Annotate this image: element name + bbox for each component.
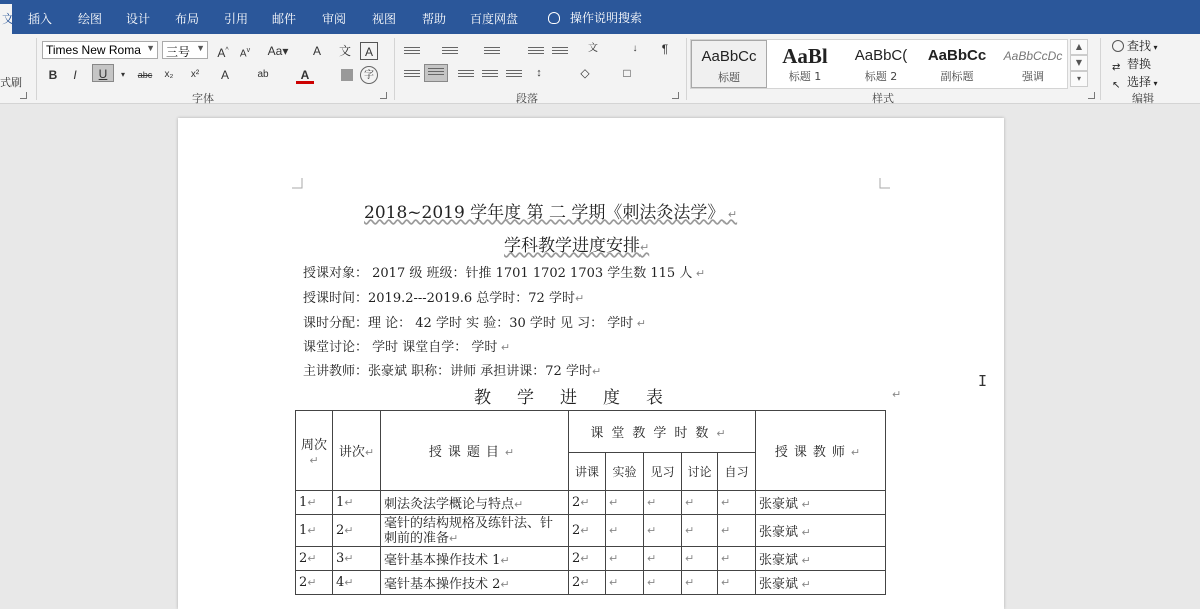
- chevron-down-icon: ▼: [196, 43, 205, 53]
- clipboard-launcher-icon[interactable]: [20, 92, 27, 99]
- cell-empty[interactable]: ↵: [718, 547, 756, 571]
- document-subtitle[interactable]: [504, 231, 649, 256]
- document-title-text: 2018~2019 学年度 第 二 学期《刺法灸法学》: [364, 203, 725, 223]
- borders-icon[interactable]: □: [623, 66, 631, 80]
- cell-empty[interactable]: ↵: [644, 515, 682, 547]
- cell-week[interactable]: 1↵: [296, 491, 333, 515]
- cell-text: 毫针基本操作技术 1: [384, 553, 501, 568]
- tab-mailings[interactable]: 邮件: [272, 12, 297, 26]
- info-line-text: 课时分配：理 论： 42 学时 实 验：30 学时 见 习： 学时: [303, 316, 634, 331]
- tell-me-label: 操作说明搜索: [570, 11, 643, 25]
- style-name: 标题 2: [864, 70, 898, 83]
- show-marks-icon[interactable]: ¶: [661, 42, 669, 56]
- header-topic[interactable]: [381, 411, 569, 491]
- gallery-up-icon[interactable]: ▲: [1070, 39, 1088, 55]
- find-label: 查找: [1127, 39, 1152, 53]
- margin-mark-top-right: [880, 178, 890, 188]
- cell-empty[interactable]: ↵: [682, 571, 718, 595]
- cell-hours[interactable]: 2↵: [569, 515, 606, 547]
- cell-topic[interactable]: 毫针基本操作技术 1↵: [381, 547, 569, 571]
- cell-text: 1: [299, 523, 308, 538]
- cell-empty[interactable]: ↵: [718, 515, 756, 547]
- info-line-hours[interactable]: [303, 312, 646, 331]
- table-row: [296, 547, 886, 571]
- replace-label: 替换: [1127, 57, 1152, 71]
- styles-group-label: 样式: [872, 92, 894, 105]
- align-right-icon[interactable]: [458, 68, 474, 80]
- style-name: 副标题: [940, 70, 974, 83]
- style-name: 标题: [718, 71, 740, 84]
- cell-mark: ↵: [364, 446, 375, 459]
- header-teacher-text: 授课教师: [774, 445, 851, 460]
- table-row: [296, 491, 886, 515]
- paragraph-launcher-icon[interactable]: [672, 92, 679, 99]
- subheader-text: 讲课: [574, 465, 599, 479]
- tab-netdisk[interactable]: 百度网盘: [470, 12, 519, 26]
- cell-mark: ↵: [309, 453, 319, 467]
- paragraph-mark: ↵: [497, 341, 511, 354]
- tab-insert[interactable]: 插入: [28, 12, 53, 26]
- select-label: 选择: [1127, 75, 1152, 89]
- subheader-text: 讨论: [687, 465, 712, 479]
- paragraph-mark: ↵: [692, 267, 706, 280]
- tell-me-search[interactable]: [548, 9, 642, 26]
- bold-button[interactable]: B: [48, 68, 58, 82]
- cell-empty[interactable]: ↵: [682, 547, 718, 571]
- cell-text: 毫针的结构规格及练针法、针刺前的准备: [384, 515, 554, 546]
- underline-dropdown-icon[interactable]: ▾: [120, 70, 125, 79]
- cell-lecture[interactable]: 3↵: [333, 547, 381, 571]
- cell-text: 2: [299, 575, 308, 590]
- subheader-text: 实验: [612, 465, 637, 479]
- table-row: [296, 515, 886, 547]
- subheader-lab[interactable]: [606, 453, 644, 491]
- sort-icon[interactable]: ↓: [632, 43, 638, 54]
- info-line-time[interactable]: [303, 287, 584, 306]
- cell-text: 2: [572, 575, 581, 590]
- highlight-color-icon[interactable]: ab: [257, 69, 269, 80]
- info-line-text: 授课时间：2019.2---2019.6 总学时：72 学时: [303, 291, 575, 306]
- grow-font-icon[interactable]: A^: [217, 46, 229, 60]
- change-case-icon[interactable]: Aa▾: [267, 44, 289, 58]
- gallery-down-icon[interactable]: ▼: [1070, 55, 1088, 71]
- subscript-button[interactable]: x₂: [164, 69, 174, 80]
- cell-text: 2: [336, 523, 345, 538]
- shrink-font-icon[interactable]: $A^v$: [239, 47, 251, 60]
- chevron-down-icon: ▼: [146, 43, 155, 53]
- header-week-text: 周次: [300, 437, 327, 453]
- cell-text: 张豪斌: [759, 497, 799, 512]
- document-title[interactable]: [364, 198, 737, 223]
- cell-text: 张豪斌: [759, 553, 799, 568]
- replace-icon: ⇄: [1112, 62, 1121, 73]
- header-topic-text: 授课题目: [428, 445, 505, 460]
- group-separator: [1100, 38, 1101, 100]
- header-lecture-text: 讲次: [338, 445, 365, 460]
- shading-icon[interactable]: ◇: [580, 66, 590, 80]
- cell-lecture[interactable]: 1↵: [333, 491, 381, 515]
- header-week[interactable]: [296, 411, 333, 491]
- cell-text: 刺法灸法学概论与特点: [384, 497, 515, 512]
- cell-text: 1: [336, 495, 345, 510]
- cell-hours[interactable]: 2↵: [569, 491, 606, 515]
- text-cursor-icon: I: [978, 372, 988, 390]
- style-sample: AaBl: [782, 44, 828, 68]
- line-spacing-icon[interactable]: ↕: [536, 67, 542, 79]
- style-heading-2[interactable]: [843, 40, 919, 88]
- tab-draw[interactable]: 绘图: [78, 12, 103, 26]
- cell-text: 2: [299, 551, 308, 566]
- header-hours[interactable]: [569, 411, 756, 453]
- subheader-discussion[interactable]: [682, 453, 718, 491]
- cell-week[interactable]: 1↵: [296, 515, 333, 547]
- align-left-icon[interactable]: [404, 68, 420, 80]
- subheader-text: 自习: [724, 465, 749, 479]
- cell-text: 毫针基本操作技术 2: [384, 577, 501, 592]
- style-subtitle[interactable]: [919, 40, 995, 88]
- cell-empty[interactable]: ↵: [606, 491, 644, 515]
- cell-teacher[interactable]: 张豪斌 ↵: [756, 515, 886, 547]
- text-effects-icon[interactable]: A: [220, 68, 229, 82]
- schedule-table[interactable]: [295, 410, 886, 595]
- style-sample: AaBbCc: [701, 48, 757, 65]
- cell-empty[interactable]: ↵: [682, 515, 718, 547]
- info-line-text: 授课对象： 2017 级 班级：针推 1701 1702 1703 学生数 115 人: [303, 266, 693, 281]
- font-launcher-icon[interactable]: [380, 92, 387, 99]
- enclose-characters-icon[interactable]: 字: [360, 66, 378, 84]
- style-heading-1[interactable]: [767, 40, 843, 88]
- cell-text: 1: [299, 495, 308, 510]
- subheader-practice[interactable]: [644, 453, 682, 491]
- chinese-layout-icon[interactable]: 文: [588, 43, 598, 54]
- paragraph-group-label: 段落: [516, 92, 538, 105]
- paragraph-mark: ↵: [724, 208, 738, 221]
- ribbon-home: [0, 34, 1200, 104]
- select-button[interactable]: ↖ 选择 ▾: [1112, 75, 1158, 91]
- cell-empty[interactable]: ↵: [644, 491, 682, 515]
- font-name-box[interactable]: [42, 41, 158, 59]
- paragraph-mark: ↵: [574, 292, 585, 305]
- font-name-value: Times New Roma: [46, 43, 141, 57]
- cell-empty[interactable]: ↵: [718, 571, 756, 595]
- cell-text: 4: [336, 575, 345, 590]
- group-separator: [394, 38, 395, 100]
- group-separator: [686, 38, 687, 100]
- cell-empty[interactable]: ↵: [606, 515, 644, 547]
- margin-mark-top-left: [292, 178, 302, 188]
- align-center-icon: [428, 66, 444, 78]
- cell-hours[interactable]: 2↵: [569, 547, 606, 571]
- info-line-audience[interactable]: [303, 262, 705, 281]
- cell-text: 张豪斌: [759, 525, 799, 540]
- style-title[interactable]: [691, 40, 767, 88]
- paragraph-mark: ↵: [591, 365, 602, 378]
- table-title[interactable]: [474, 383, 689, 408]
- subheader-lecture[interactable]: [569, 453, 606, 491]
- document-subtitle-text: 学科教学进度安排: [504, 236, 640, 256]
- cell-hours[interactable]: 2↵: [569, 571, 606, 595]
- increase-indent-icon[interactable]: [552, 45, 568, 57]
- tab-review[interactable]: 审阅: [322, 12, 347, 26]
- cell-teacher[interactable]: 张豪斌 ↵: [756, 547, 886, 571]
- phonetic-guide-icon[interactable]: 文: [338, 44, 351, 58]
- character-shading-icon[interactable]: [341, 69, 353, 81]
- info-line-teacher[interactable]: [303, 360, 601, 379]
- style-name: 强调: [1022, 70, 1044, 83]
- ribbon-tab-bar: [0, 0, 1200, 34]
- format-painter-label[interactable]: 式刷: [0, 76, 22, 89]
- clear-format-icon[interactable]: A: [312, 44, 321, 58]
- header-lecture[interactable]: [333, 411, 381, 491]
- style-name: 标题 1: [788, 70, 822, 83]
- search-icon: [1112, 40, 1124, 52]
- header-teacher[interactable]: [756, 411, 886, 491]
- bullets-icon[interactable]: [404, 45, 420, 57]
- info-line-text: 主讲教师：张豪斌 职称：讲师 承担讲课：72 学时: [303, 364, 592, 379]
- decrease-indent-icon[interactable]: [528, 45, 544, 57]
- cell-week[interactable]: 2↵: [296, 571, 333, 595]
- cell-topic[interactable]: 刺法灸法学概论与特点↵: [381, 491, 569, 515]
- cell-empty[interactable]: ↵: [682, 491, 718, 515]
- styles-gallery: [690, 39, 1068, 89]
- tab-view[interactable]: 视图: [372, 12, 397, 26]
- cell-lecture[interactable]: 4↵: [333, 571, 381, 595]
- cursor-icon: ↖: [1112, 80, 1121, 91]
- cell-text: 2: [572, 551, 581, 566]
- subheader-self-study[interactable]: [718, 453, 756, 491]
- justify-icon[interactable]: [482, 68, 498, 80]
- font-size-box[interactable]: [162, 41, 208, 59]
- cell-topic[interactable]: 毫针的结构规格及练针法、针刺前的准备↵: [381, 515, 569, 547]
- header-hours-text: 课堂教学时数: [590, 426, 717, 441]
- superscript-button[interactable]: x²: [190, 69, 200, 80]
- cell-topic[interactable]: 毫针基本操作技术 2↵: [381, 571, 569, 595]
- editing-group-label: 编辑: [1132, 92, 1154, 105]
- cell-teacher[interactable]: 张豪斌 ↵: [756, 491, 886, 515]
- cell-text: 2: [572, 495, 581, 510]
- style-emphasis[interactable]: [995, 40, 1071, 88]
- paragraph-mark: ↵: [892, 388, 902, 401]
- font-size-value: 三号: [166, 45, 191, 59]
- tab-help[interactable]: 帮助: [422, 12, 447, 26]
- subheader-text: 见习: [650, 465, 675, 479]
- tab-design[interactable]: 设计: [126, 12, 151, 26]
- cell-text: 张豪斌: [759, 577, 799, 592]
- font-color-icon[interactable]: A: [296, 66, 314, 84]
- tab-references[interactable]: 引用: [224, 12, 249, 26]
- document-page[interactable]: [178, 118, 1004, 609]
- cell-text: 3: [336, 551, 345, 566]
- font-group-label: 字体: [192, 92, 214, 105]
- italic-button[interactable]: I: [73, 68, 77, 82]
- cell-teacher[interactable]: 张豪斌 ↵: [756, 571, 886, 595]
- styles-launcher-icon[interactable]: [1088, 92, 1095, 99]
- info-line-text: 课堂讨论： 学时 课堂自学： 学时: [303, 340, 498, 355]
- underline-button[interactable]: U: [92, 64, 114, 82]
- table-row: [296, 571, 886, 595]
- find-button[interactable]: 查找 ▾: [1112, 37, 1158, 54]
- cell-empty[interactable]: ↵: [606, 547, 644, 571]
- distributed-icon[interactable]: [506, 68, 522, 80]
- tab-layout[interactable]: 布局: [175, 12, 200, 26]
- lightbulb-icon: [548, 12, 560, 24]
- table-title-text: 教学进度表: [474, 388, 689, 408]
- paragraph-mark: ↵: [633, 317, 646, 330]
- style-sample: AaBbCcDc: [1003, 49, 1063, 63]
- gallery-more-icon[interactable]: ▾: [1070, 71, 1088, 87]
- cell-week[interactable]: 2↵: [296, 547, 333, 571]
- cell-empty[interactable]: ↵: [718, 491, 756, 515]
- replace-button[interactable]: [1112, 55, 1151, 74]
- cell-text: 2: [572, 523, 581, 538]
- cell-empty[interactable]: ↵: [606, 571, 644, 595]
- group-separator: [36, 38, 37, 100]
- align-center-button[interactable]: [424, 64, 448, 82]
- cell-mark: ↵: [504, 446, 521, 459]
- style-sample: AaBbCc: [927, 47, 987, 64]
- style-sample: AaBbC(: [854, 47, 908, 64]
- tab-file[interactable]: 文件: [0, 4, 12, 34]
- table-header-row: [296, 411, 886, 453]
- cell-mark: ↵: [850, 446, 867, 459]
- paragraph-mark: ↵: [640, 241, 650, 254]
- multilevel-list-icon[interactable]: [484, 45, 500, 57]
- cell-empty[interactable]: ↵: [644, 571, 682, 595]
- info-line-discussion[interactable]: [303, 336, 510, 355]
- cell-empty[interactable]: ↵: [644, 547, 682, 571]
- numbering-icon[interactable]: [442, 45, 458, 57]
- cell-mark: ↵: [716, 427, 734, 440]
- strikethrough-button[interactable]: abc: [137, 70, 153, 80]
- character-border-icon[interactable]: A: [360, 42, 378, 60]
- cell-lecture[interactable]: 2↵: [333, 515, 381, 547]
